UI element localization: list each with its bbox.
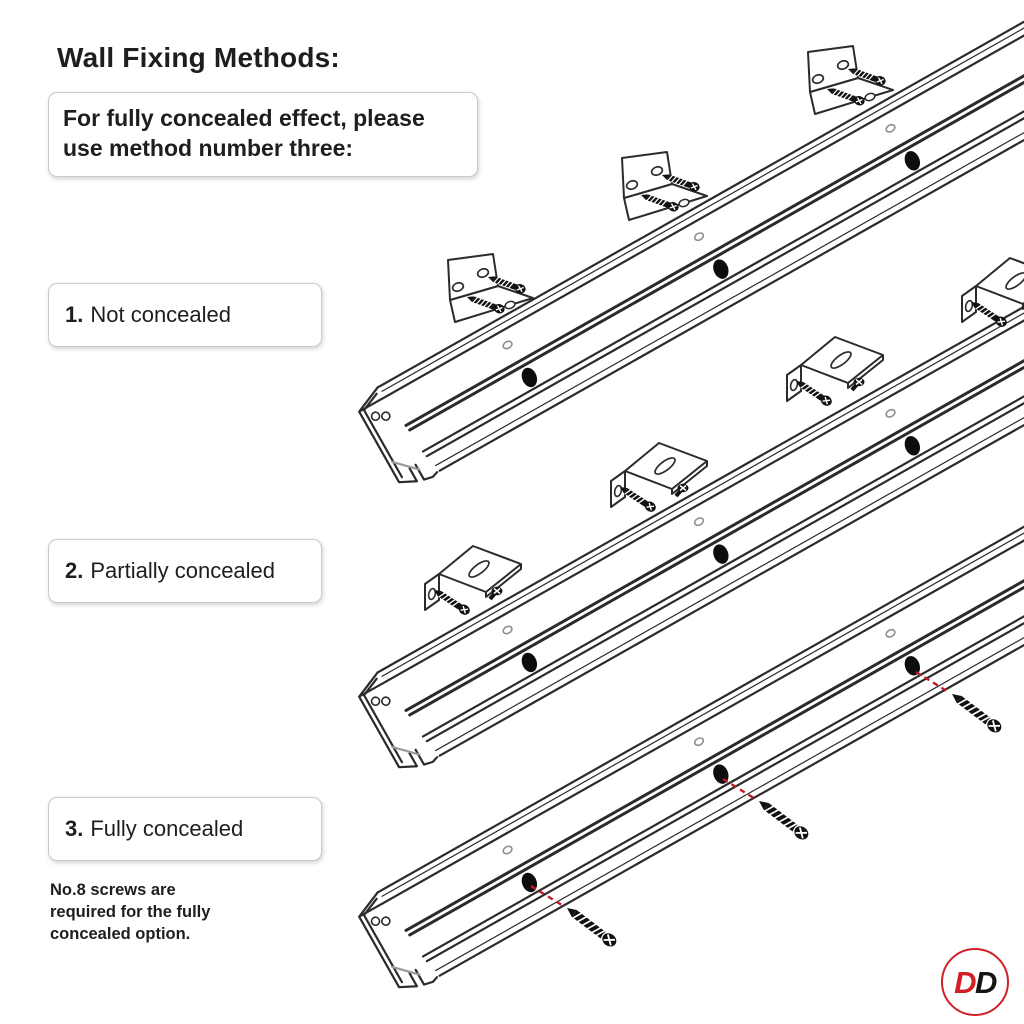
dd-logo-letter-2: D <box>975 964 996 1000</box>
method-label-fully-concealed <box>48 797 322 861</box>
method-label-not-concealed <box>48 283 322 347</box>
clamp-bracket-icon <box>611 443 707 514</box>
info-box <box>48 92 478 177</box>
no8-screw-icon <box>563 903 620 951</box>
method-number: 3. <box>65 816 84 841</box>
clamp-bracket-icon <box>787 337 883 408</box>
l-bracket-icon <box>448 254 533 322</box>
dd-logo-letter-1: D <box>954 964 975 1000</box>
no8-screw-icon <box>755 796 812 844</box>
method-label: Not concealed <box>90 302 232 327</box>
note-text: No.8 screws are required for the fully concealed option. <box>50 881 211 943</box>
method-2-rail-diagram <box>353 258 1024 778</box>
method-label: Fully concealed <box>90 816 244 841</box>
screw-guide-dashed-lines <box>531 672 950 907</box>
dd-logo <box>941 948 1009 1016</box>
info-box-text: For fully concealed effect, please use method number three: <box>63 105 425 161</box>
method-number: 1. <box>65 302 84 327</box>
method-number: 2. <box>65 558 84 583</box>
method-label: Partially concealed <box>90 558 276 583</box>
page-title: Wall Fixing Methods: <box>57 42 340 73</box>
no8-screw-icon <box>948 689 1005 737</box>
method-label-partially-concealed <box>48 539 322 603</box>
l-bracket-icon <box>622 152 707 220</box>
